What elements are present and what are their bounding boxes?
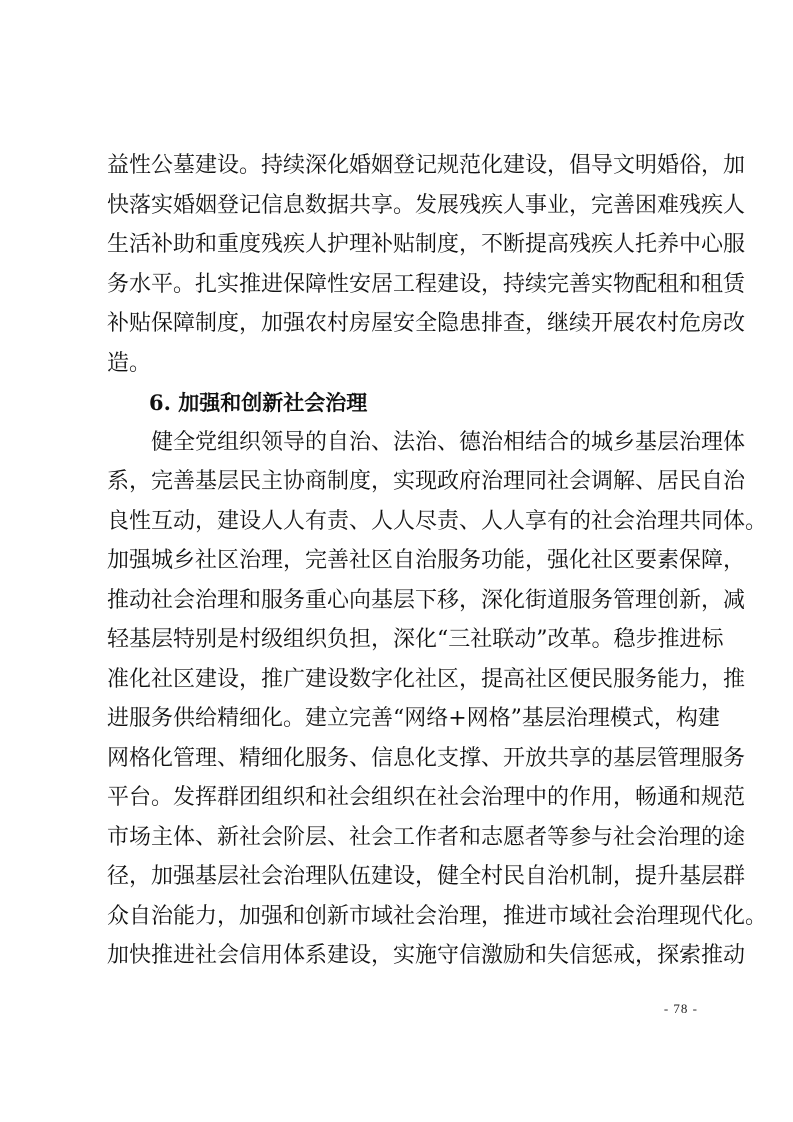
text-line: 益性公墓建设。持续深化婚姻登记规范化建设，倡导文明婚俗，加 xyxy=(107,153,746,178)
text-line: 推动社会治理和服务重心向基层下移，深化街道服务管理创新，减 xyxy=(107,587,746,613)
text-line: 补贴保障制度，加强农村房屋安全隐患排查，继续开展农村危房改 xyxy=(107,311,746,336)
text-line: 平台。发挥群团组织和社会组织在社会治理中的作用，畅通和规范 xyxy=(107,785,746,810)
text-line: 径，加强基层社会治理队伍建设，健全村民自治机制，提升基层群 xyxy=(107,864,746,889)
text-line: 加快推进社会信用体系建设，实施守信激励和失信惩戒，探索推动 xyxy=(107,943,746,968)
text-line: 市场主体、新社会阶层、社会工作者和志愿者等参与社会治理的途 xyxy=(107,824,746,850)
section-heading: 6. 加强和创新社会治理 xyxy=(149,390,368,415)
paragraph-2 xyxy=(107,423,768,976)
text-line: 准化社区建设，推广建设数字化社区，提高社区便民服务能力，推 xyxy=(107,666,746,692)
text-line: 加强城乡社区治理，完善社区自治服务功能，强化社区要素保障， xyxy=(107,548,746,573)
text-line: 健全党组织领导的自治、法治、德治相结合的城乡基层治理体 xyxy=(151,429,746,455)
text-line: 进服务供给精细化。建立完善“网络+网格”基层治理模式，构建 xyxy=(107,706,720,731)
text-line: 造。 xyxy=(107,350,152,376)
text-line: 务水平。扎实推进保障性安居工程建设，持续完善实物配租和租赁 xyxy=(107,271,746,297)
page-content xyxy=(107,146,768,976)
page-number: - 78 - xyxy=(663,1001,698,1016)
paragraph-1 xyxy=(107,146,746,383)
text-line: 众自治能力，加强和创新市域社会治理，推进市域社会治理现代化。 xyxy=(107,903,768,929)
text-line: 生活补助和重度残疾人护理补贴制度，不断提高残疾人托养中心服 xyxy=(107,232,746,257)
text-line: 轻基层特别是村级组织负担，深化“三社联动”改革。稳步推进标 xyxy=(107,627,724,652)
text-line: 网格化管理、精细化服务、信息化支撑、开放共享的基层管理服务 xyxy=(107,745,746,771)
text-line: 快落实婚姻登记信息数据共享。发展残疾人事业，完善困难残疾人 xyxy=(107,192,746,218)
text-line: 良性互动，建设人人有责、人人尽责、人人享有的社会治理共同体。 xyxy=(107,508,768,534)
text-line: 系，完善基层民主协商制度，实现政府治理同社会调解、居民自治 xyxy=(107,469,746,494)
